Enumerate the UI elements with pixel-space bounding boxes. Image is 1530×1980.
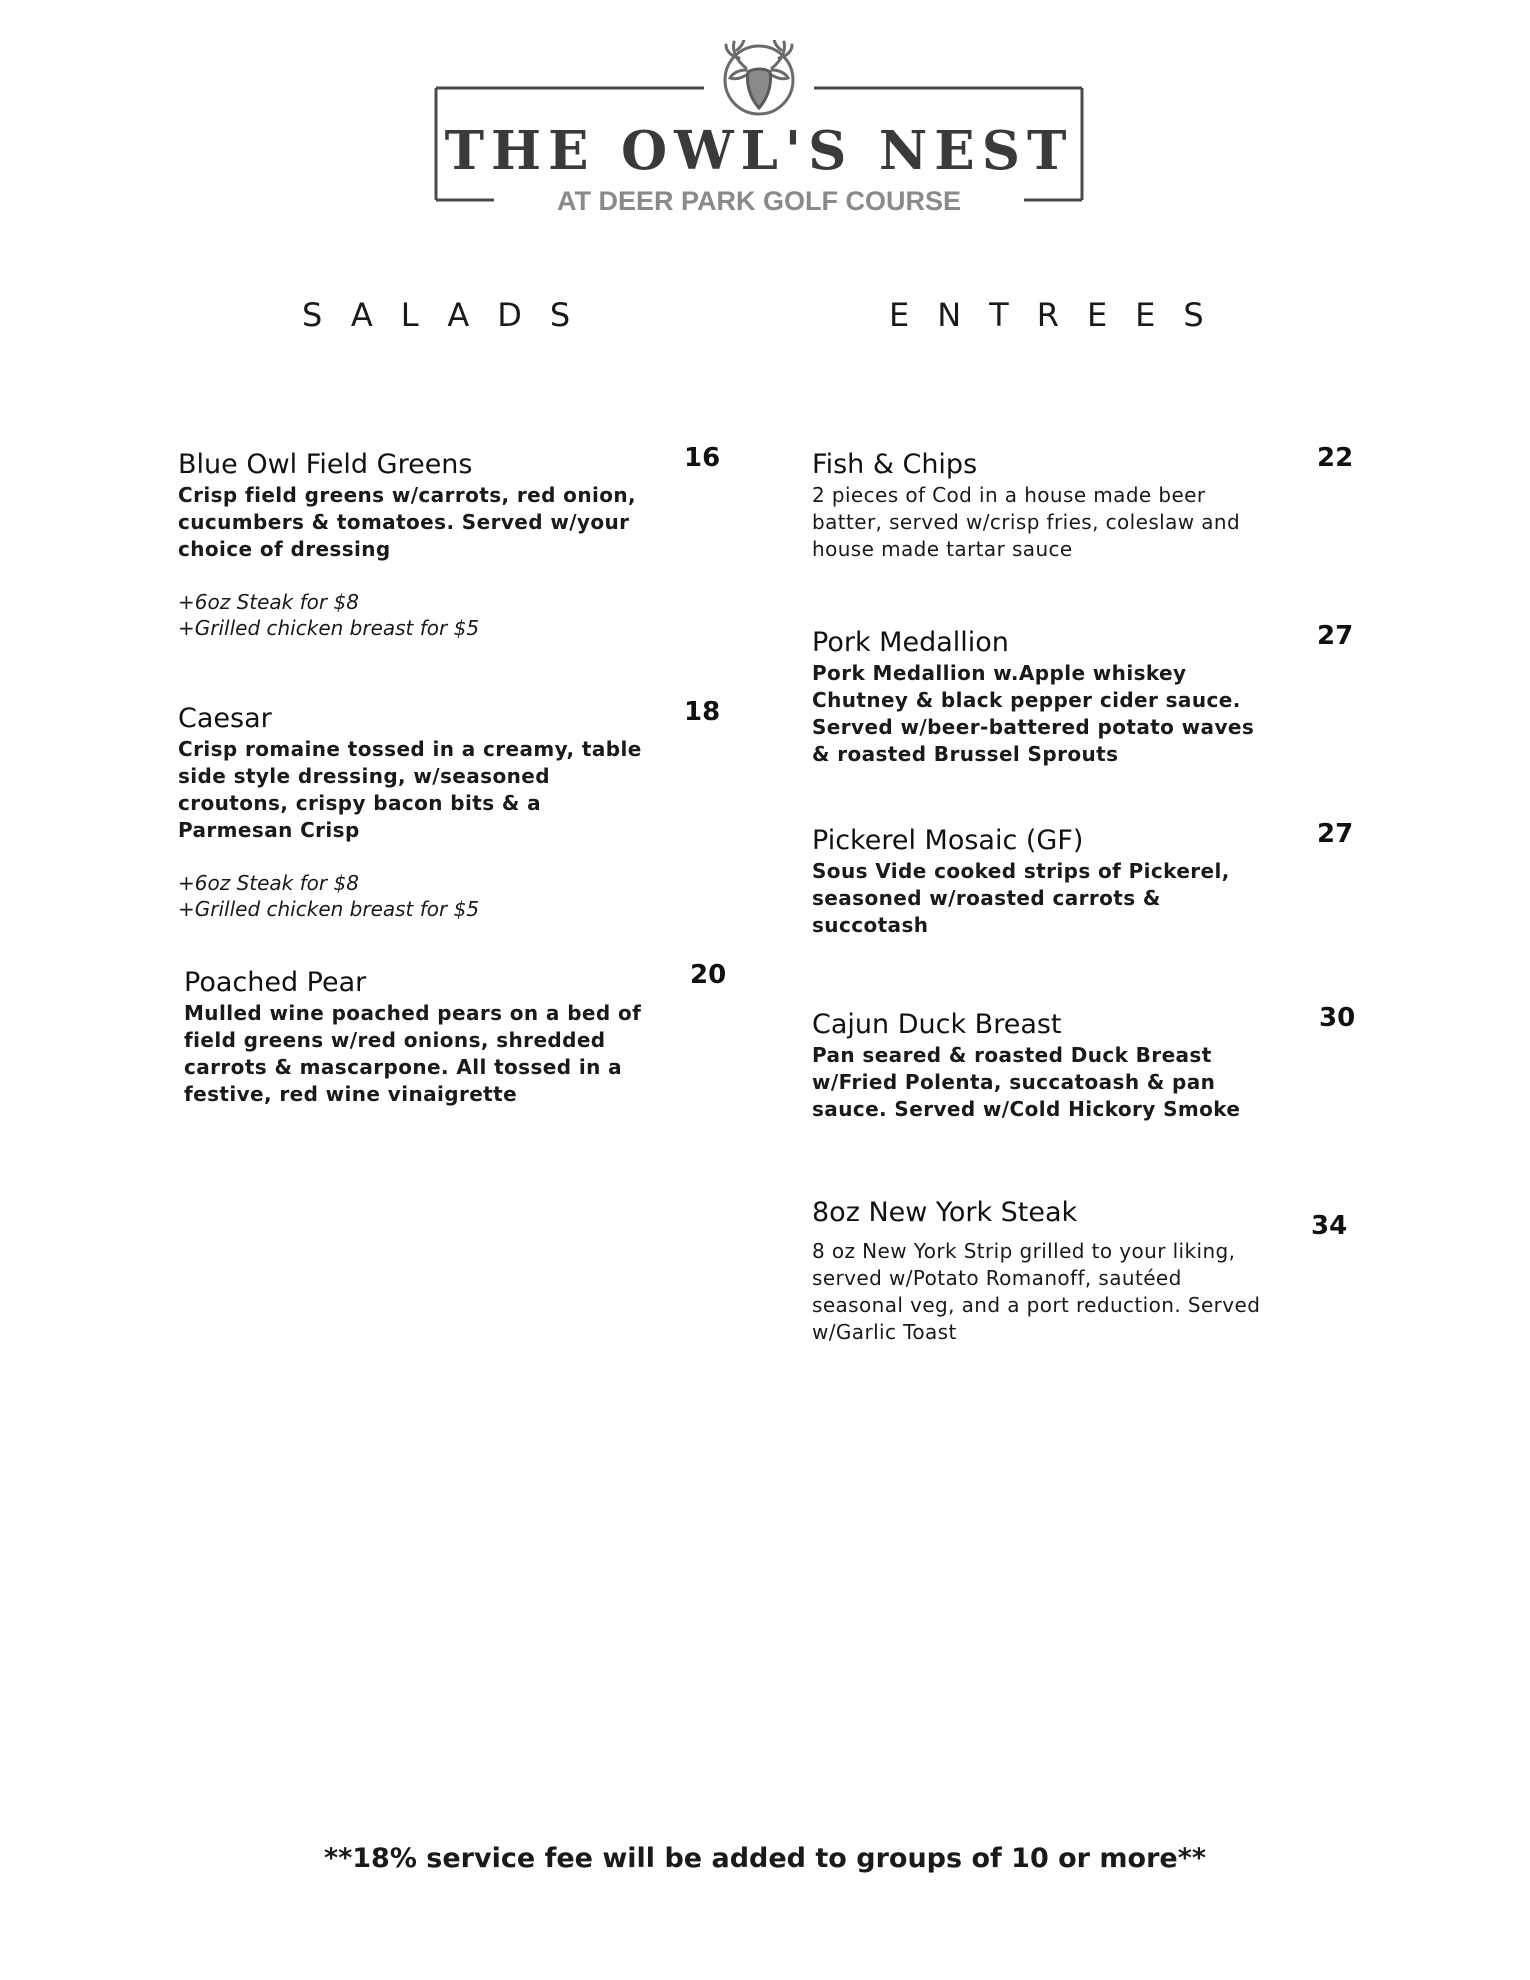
item-description: Crisp field greens w/carrots, red onion, cucumbers & tomatoes. Served w/your choice of dressing (178, 483, 636, 561)
item-price: 22 (1317, 443, 1354, 473)
item-description: Pork Medallion w.Apple whiskey Chutney & black pepper cider sauce. Served w/beer-battered potato waves & roasted Brussel Sprouts (812, 661, 1255, 766)
menu-item-pork-medallion (812, 626, 1272, 768)
deer-head-icon (725, 40, 793, 114)
item-description: 8 oz New York Strip grilled to your liking, served w/Potato Romanoff, sautéed seasonal veg, and a port reduction. Served w/Garlic Toast (812, 1239, 1261, 1344)
logo (434, 40, 1084, 216)
menu-item-fish-and-chips (812, 448, 1272, 563)
item-description: Crisp romaine tossed in a creamy, table side style dressing, w/seasoned croutons, crispy bacon bits & a Parmesan Crisp (178, 737, 642, 842)
item-description: 2 pieces of Cod in a house made beer batter, served w/crisp fries, coleslaw and house made tartar sauce (812, 483, 1241, 561)
logo-title: THE OWL'S NEST (444, 120, 1074, 182)
service-fee-note: **18% service fee will be added to groups of 10 or more** (324, 1843, 1206, 1874)
entrees-heading: ENTREES (889, 296, 1232, 334)
item-price: 27 (1317, 819, 1354, 849)
addon-line: +Grilled chicken breast for $5 (178, 616, 480, 640)
item-description: Mulled wine poached pears on a bed of field greens w/red onions, shredded carrots & mascarpone. All tossed in a festive, red wine vinaigrette (184, 1001, 642, 1106)
menu-item-new-york-steak (812, 1196, 1272, 1346)
addon-line: +6oz Steak for $8 (178, 590, 359, 614)
item-price: 20 (690, 960, 727, 990)
item-price: 18 (684, 697, 721, 727)
item-name: Fish & Chips (812, 449, 978, 480)
item-addons (178, 589, 648, 641)
item-name: Pickerel Mosaic (GF) (812, 825, 1084, 856)
item-name: Pork Medallion (812, 627, 1009, 658)
item-addons (178, 870, 648, 922)
salads-heading: SALADS (302, 296, 599, 334)
addon-line: +6oz Steak for $8 (178, 871, 359, 895)
item-name: Cajun Duck Breast (812, 1009, 1062, 1040)
item-price: 30 (1319, 1003, 1356, 1033)
item-price: 27 (1317, 621, 1354, 651)
menu-item-cajun-duck-breast (812, 1008, 1272, 1123)
item-name: 8oz New York Steak (812, 1197, 1078, 1228)
logo-subtitle-text: AT DEER PARK GOLF COURSE (551, 186, 967, 216)
logo-subtitle (434, 186, 1084, 217)
menu-item-poached-pear (184, 966, 654, 1108)
item-price: 16 (684, 443, 721, 473)
item-name: Blue Owl Field Greens (178, 449, 473, 480)
menu-item-caesar (178, 702, 648, 922)
item-price: 34 (1311, 1211, 1348, 1241)
menu-item-blue-owl-field-greens (178, 448, 648, 641)
item-description: Sous Vide cooked strips of Pickerel, seasoned w/roasted carrots & succotash (812, 859, 1230, 937)
item-description: Pan seared & roasted Duck Breast w/Fried Polenta, succatoash & pan sauce. Served w/Cold Hickory Smoke (812, 1043, 1241, 1121)
item-name: Poached Pear (184, 967, 367, 998)
item-name: Caesar (178, 703, 272, 734)
menu-item-pickerel-mosaic (812, 824, 1272, 939)
addon-line: +Grilled chicken breast for $5 (178, 897, 480, 921)
